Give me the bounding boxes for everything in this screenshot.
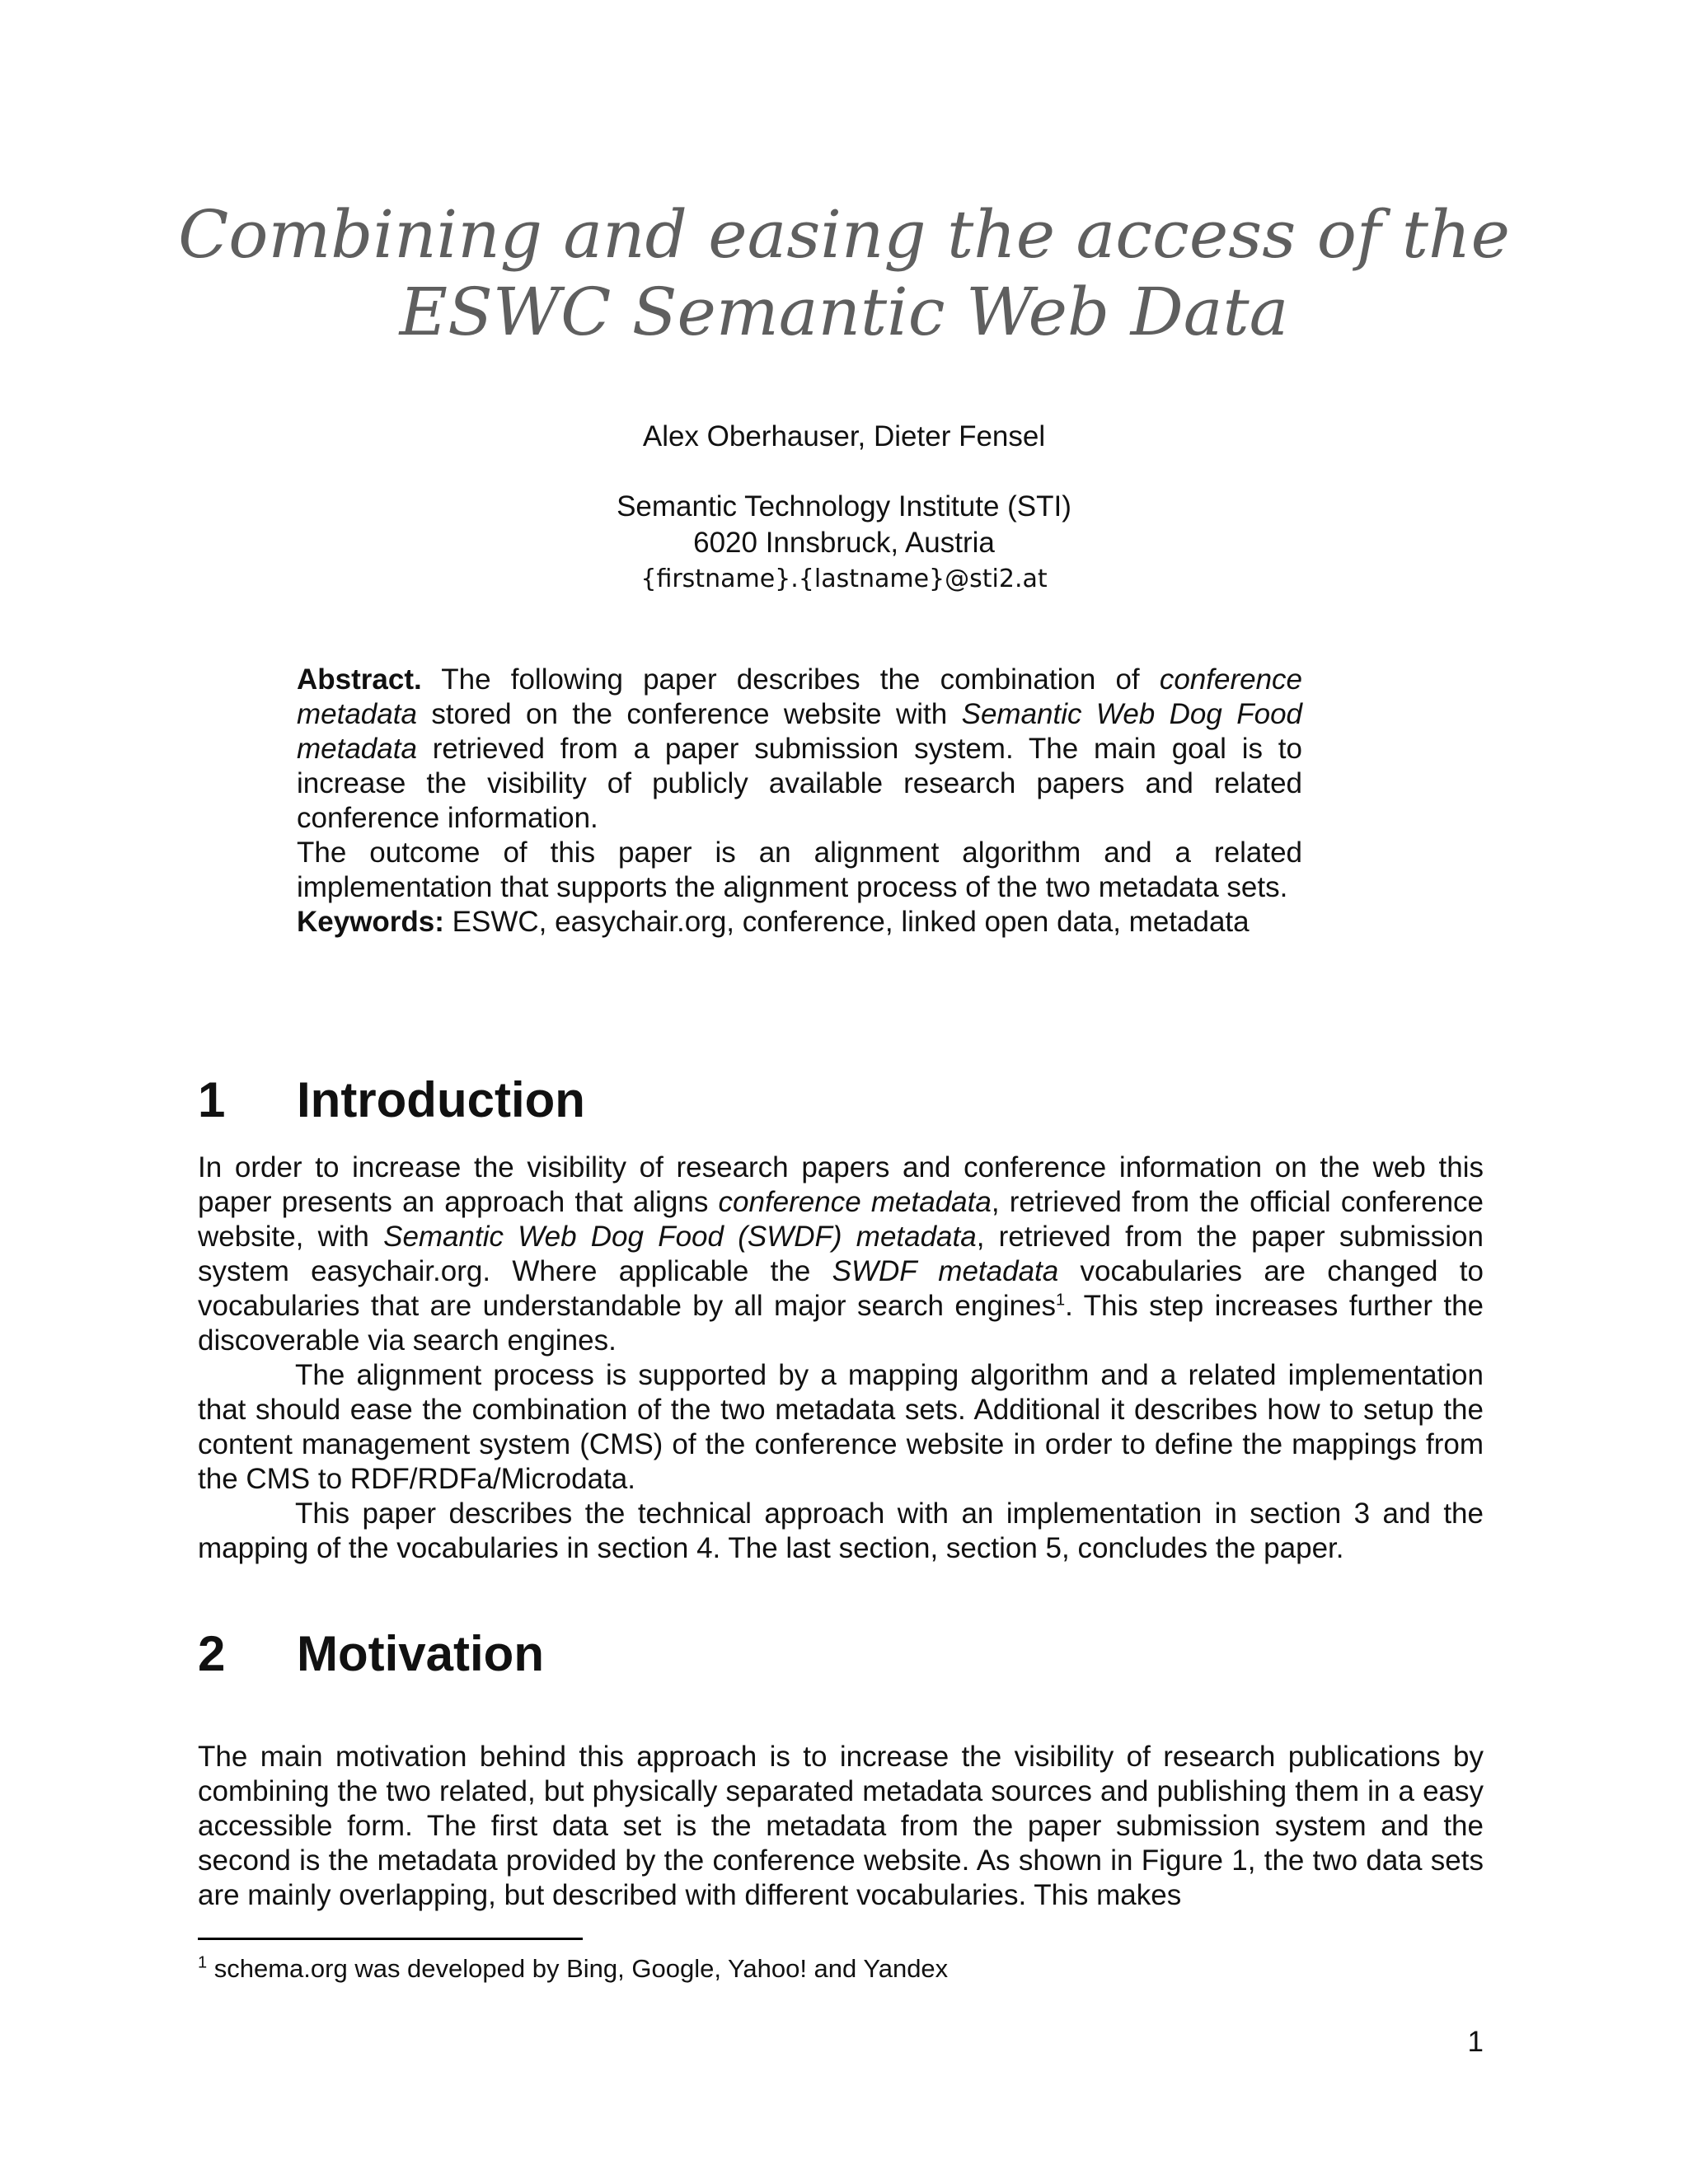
page-number: 1 bbox=[1467, 2026, 1484, 2058]
abstract-emphasis: conference metadata bbox=[297, 663, 1302, 730]
title-line-1: Combining and easing the access of the bbox=[178, 196, 1510, 273]
abstract-text: stored on the conference website with bbox=[416, 698, 962, 730]
body-emphasis: SWDF metadata bbox=[832, 1255, 1059, 1287]
introduction-body bbox=[198, 1151, 1484, 1566]
author-list: Alex Oberhauser, Dieter Fensel bbox=[642, 420, 1046, 452]
paper-title bbox=[0, 196, 1688, 351]
title-line-2: ESWC Semantic Web Data bbox=[399, 274, 1289, 350]
keywords-label: Keywords: bbox=[297, 906, 444, 938]
section-title: Introduction bbox=[297, 1072, 585, 1127]
section-heading-introduction bbox=[198, 1071, 585, 1129]
author-email: {firstname}.{lastname}@sti2.at bbox=[640, 565, 1048, 593]
section-number: 1 bbox=[198, 1072, 226, 1127]
abstract-paragraph-2: The outcome of this paper is an alignment algorithm and a related implementation that supports the alignment process of the two metadata sets. bbox=[297, 837, 1302, 903]
intro-paragraph-2: The alignment process is supported by a mapping algorithm and a related implementation that should ease the combination of the two metadata sets. Additional it describes how to setup the content management system (CMS) of the conference website in order to define the mappings from the CMS to RDF/RDFa/Microdata. bbox=[198, 1359, 1484, 1495]
abstract-label: Abstract. bbox=[297, 663, 422, 696]
motivation-paragraph-1: The main motivation behind this approach is to increase the visibility of research publications by combining the two related, but physically separated metadata sources and publishing them in a easy accessible form. The first data set is the metadata from the paper submission system and the second is the metadata provided by the conference website. As shown in Figure 1, the two data sets are mainly overlapping, but described with different vocabularies. This makes bbox=[198, 1741, 1484, 1911]
abstract-paragraph-1 bbox=[297, 663, 1302, 836]
section-number: 2 bbox=[198, 1626, 226, 1681]
body-text: In order to increase the visibility of research papers and conference information on the web this paper presents an approach that aligns bbox=[198, 1151, 1484, 1218]
body-emphasis: conference metadata bbox=[718, 1186, 992, 1218]
institute-city: 6020 Innsbruck, Austria bbox=[693, 527, 995, 559]
body-text: , retrieved from the paper submission system easychair.org. Where applicable the bbox=[198, 1221, 1484, 1287]
affiliation bbox=[0, 489, 1688, 598]
abstract-text: retrieved from a paper submission system. The main goal is to increase the visibility of publicly available research papers and related conference information. bbox=[297, 733, 1302, 834]
section-title: Motivation bbox=[297, 1626, 544, 1681]
footnote-mark: 1 bbox=[198, 1953, 208, 1972]
intro-paragraph-3: This paper describes the technical approach with an implementation in section 3 and the mapping of the vocabularies in section 4. The last section, section 5, concludes the paper. bbox=[198, 1497, 1484, 1564]
keywords-list: ESWC, easychair.org, conference, linked open data, metadata bbox=[443, 906, 1250, 938]
abstract-text: The following paper describes the combination of bbox=[421, 663, 1160, 696]
body-text: , retrieved from the official conference website, with bbox=[198, 1186, 1484, 1253]
footnote-reference[interactable]: 1 bbox=[1056, 1291, 1066, 1310]
motivation-body bbox=[198, 1740, 1484, 1913]
section-heading-motivation bbox=[198, 1625, 544, 1683]
body-emphasis: Semantic Web Dog Food (SWDF) metadata bbox=[383, 1221, 977, 1253]
keywords bbox=[297, 905, 1302, 940]
footnote-rule bbox=[198, 1938, 583, 1940]
footnote-text: schema.org was developed by Bing, Google, Yahoo! and Yandex bbox=[207, 1954, 949, 1983]
footnote bbox=[198, 1953, 948, 1985]
intro-paragraph-1 bbox=[198, 1151, 1484, 1358]
abstract-emphasis: Semantic Web Dog Food metadata bbox=[297, 698, 1303, 765]
body-text: . This step increases further the discoverable via search engines. bbox=[198, 1290, 1484, 1357]
abstract bbox=[297, 663, 1302, 940]
institute-name: Semantic Technology Institute (STI) bbox=[617, 490, 1071, 523]
body-text: vocabularies are changed to vocabularies that are understandable by all major search engines bbox=[198, 1255, 1484, 1322]
